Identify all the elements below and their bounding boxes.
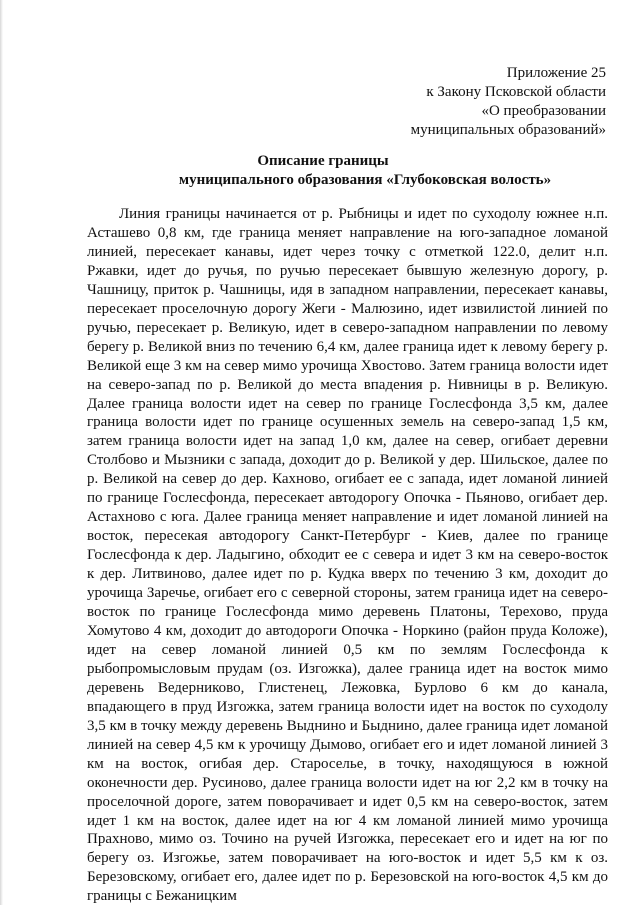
- body-paragraph: Линия границы начинается от р. Рыбницы и идет по суходолу южнее н.п. Асташево 0,8 км, где граница меняет направление на юго-западное ломаной линией, пересекает канавы, идет через точку с отметкой 122.0, делит н.п. Ржавки, идет до ручья, по ручью пересекает бывшую железную дорогу, р. Чашницу, приток р. Чашницы, идя в западном направлении, пересекает канавы, пересекает проселочную дорогу Жеги - Малюзино, идет извилистой линией по ручью, пересекает р. Великую, идет в северо-западном направлении по левому берегу р. Великой вниз по течению 6,4 км, далее граница идет к левому берегу р. Великой еще 3 км на север мимо урочища Хвостово. Затем граница волости идет на северо-запад по р. Великой до места впадения р. Нивницы в р. Великую. Далее граница волости идет на север по границе Гослесфонда 3,5 км, далее граница волости идет по границе осушенных земель на северо-запад 1,5 км, затем граница волости идет на запад 1,0 км, далее на север, огибает деревни Столбово и Мызники с запада, доходит до р. Великой у дер. Шильское, далее по р. Великой на север до дер. Кахново, огибает ее с запада, идет ломаной линией по границе Гослесфонда, пересекает автодорогу Опочка - Пьяново, огибает дер. Астахново с юга. Далее граница меняет направление и идет ломаной линией на восток, пересекая автодорогу Санкт-Петербург - Киев, далее по границе Гослесфонда к дер. Ладыгино, обходит ее с севера и идет 3 км на северо-восток к дер. Литвиново, далее идет по р. Кудка вверх по течению 3 км, доходит до урочища Заречье, огибает его с северной стороны, затем граница идет на северо-восток по границе Гослесфонда мимо деревень Платоны, Терехово, пруда Хомутово 4 км, доходит до автодороги Опочка - Норкино (район пруда Коложе), идет на север ломаной линией 0,5 км по землям Гослесфонда к рыбопромысловым прудам (оз. Изгожка), далее граница идет на восток мимо деревень Ведерниково, Глистенец, Лежовка, Бурлово 6 км до канала, впадающего в пруд Изгожка, затем граница волости идет на восток по суходолу 3,5 км в точку между деревень Выднино и Быднино, далее граница идет ломаной линией на север 4,5 км к урочищу Дымово, огибает его и идет ломаной линией 3 км на восток, огибая дер. Староселье, в точку, находящуюся в южной оконечности дер. Русиново, далее граница волости идет на юг 2,2 км в точку на проселочной дороге, затем поворачивает и идет 0,5 км на северо-восток, затем идет 1 км на восток, далее идет на юг 4 км ломаной линией мимо урочища Прахново, мимо оз. Точино на ручей Изгожка, пересекает его и идет на юг по берегу оз. Изгожье, затем поворачивает на юго-восток и идет 5,5 км к оз. Березовскому, огибает его, далее идет по р. Березовской на юго-восток 4,5 км до границы с Бежаницким: [87, 206, 608, 905]
- document-title: [0, 152, 640, 190]
- scan-edge: [0, 0, 3, 905]
- appendix-line-3: «О преобразовании: [481, 103, 606, 119]
- title-line-1: Описание границы: [257, 153, 389, 169]
- appendix-header: [366, 64, 606, 140]
- appendix-line-2: к Закону Псковской области: [426, 84, 606, 100]
- title-line-2: муниципального образования «Глубоковская волость»: [178, 172, 552, 188]
- appendix-line-4: муниципальных образований»: [410, 122, 606, 138]
- appendix-line-1: Приложение 25: [506, 65, 606, 81]
